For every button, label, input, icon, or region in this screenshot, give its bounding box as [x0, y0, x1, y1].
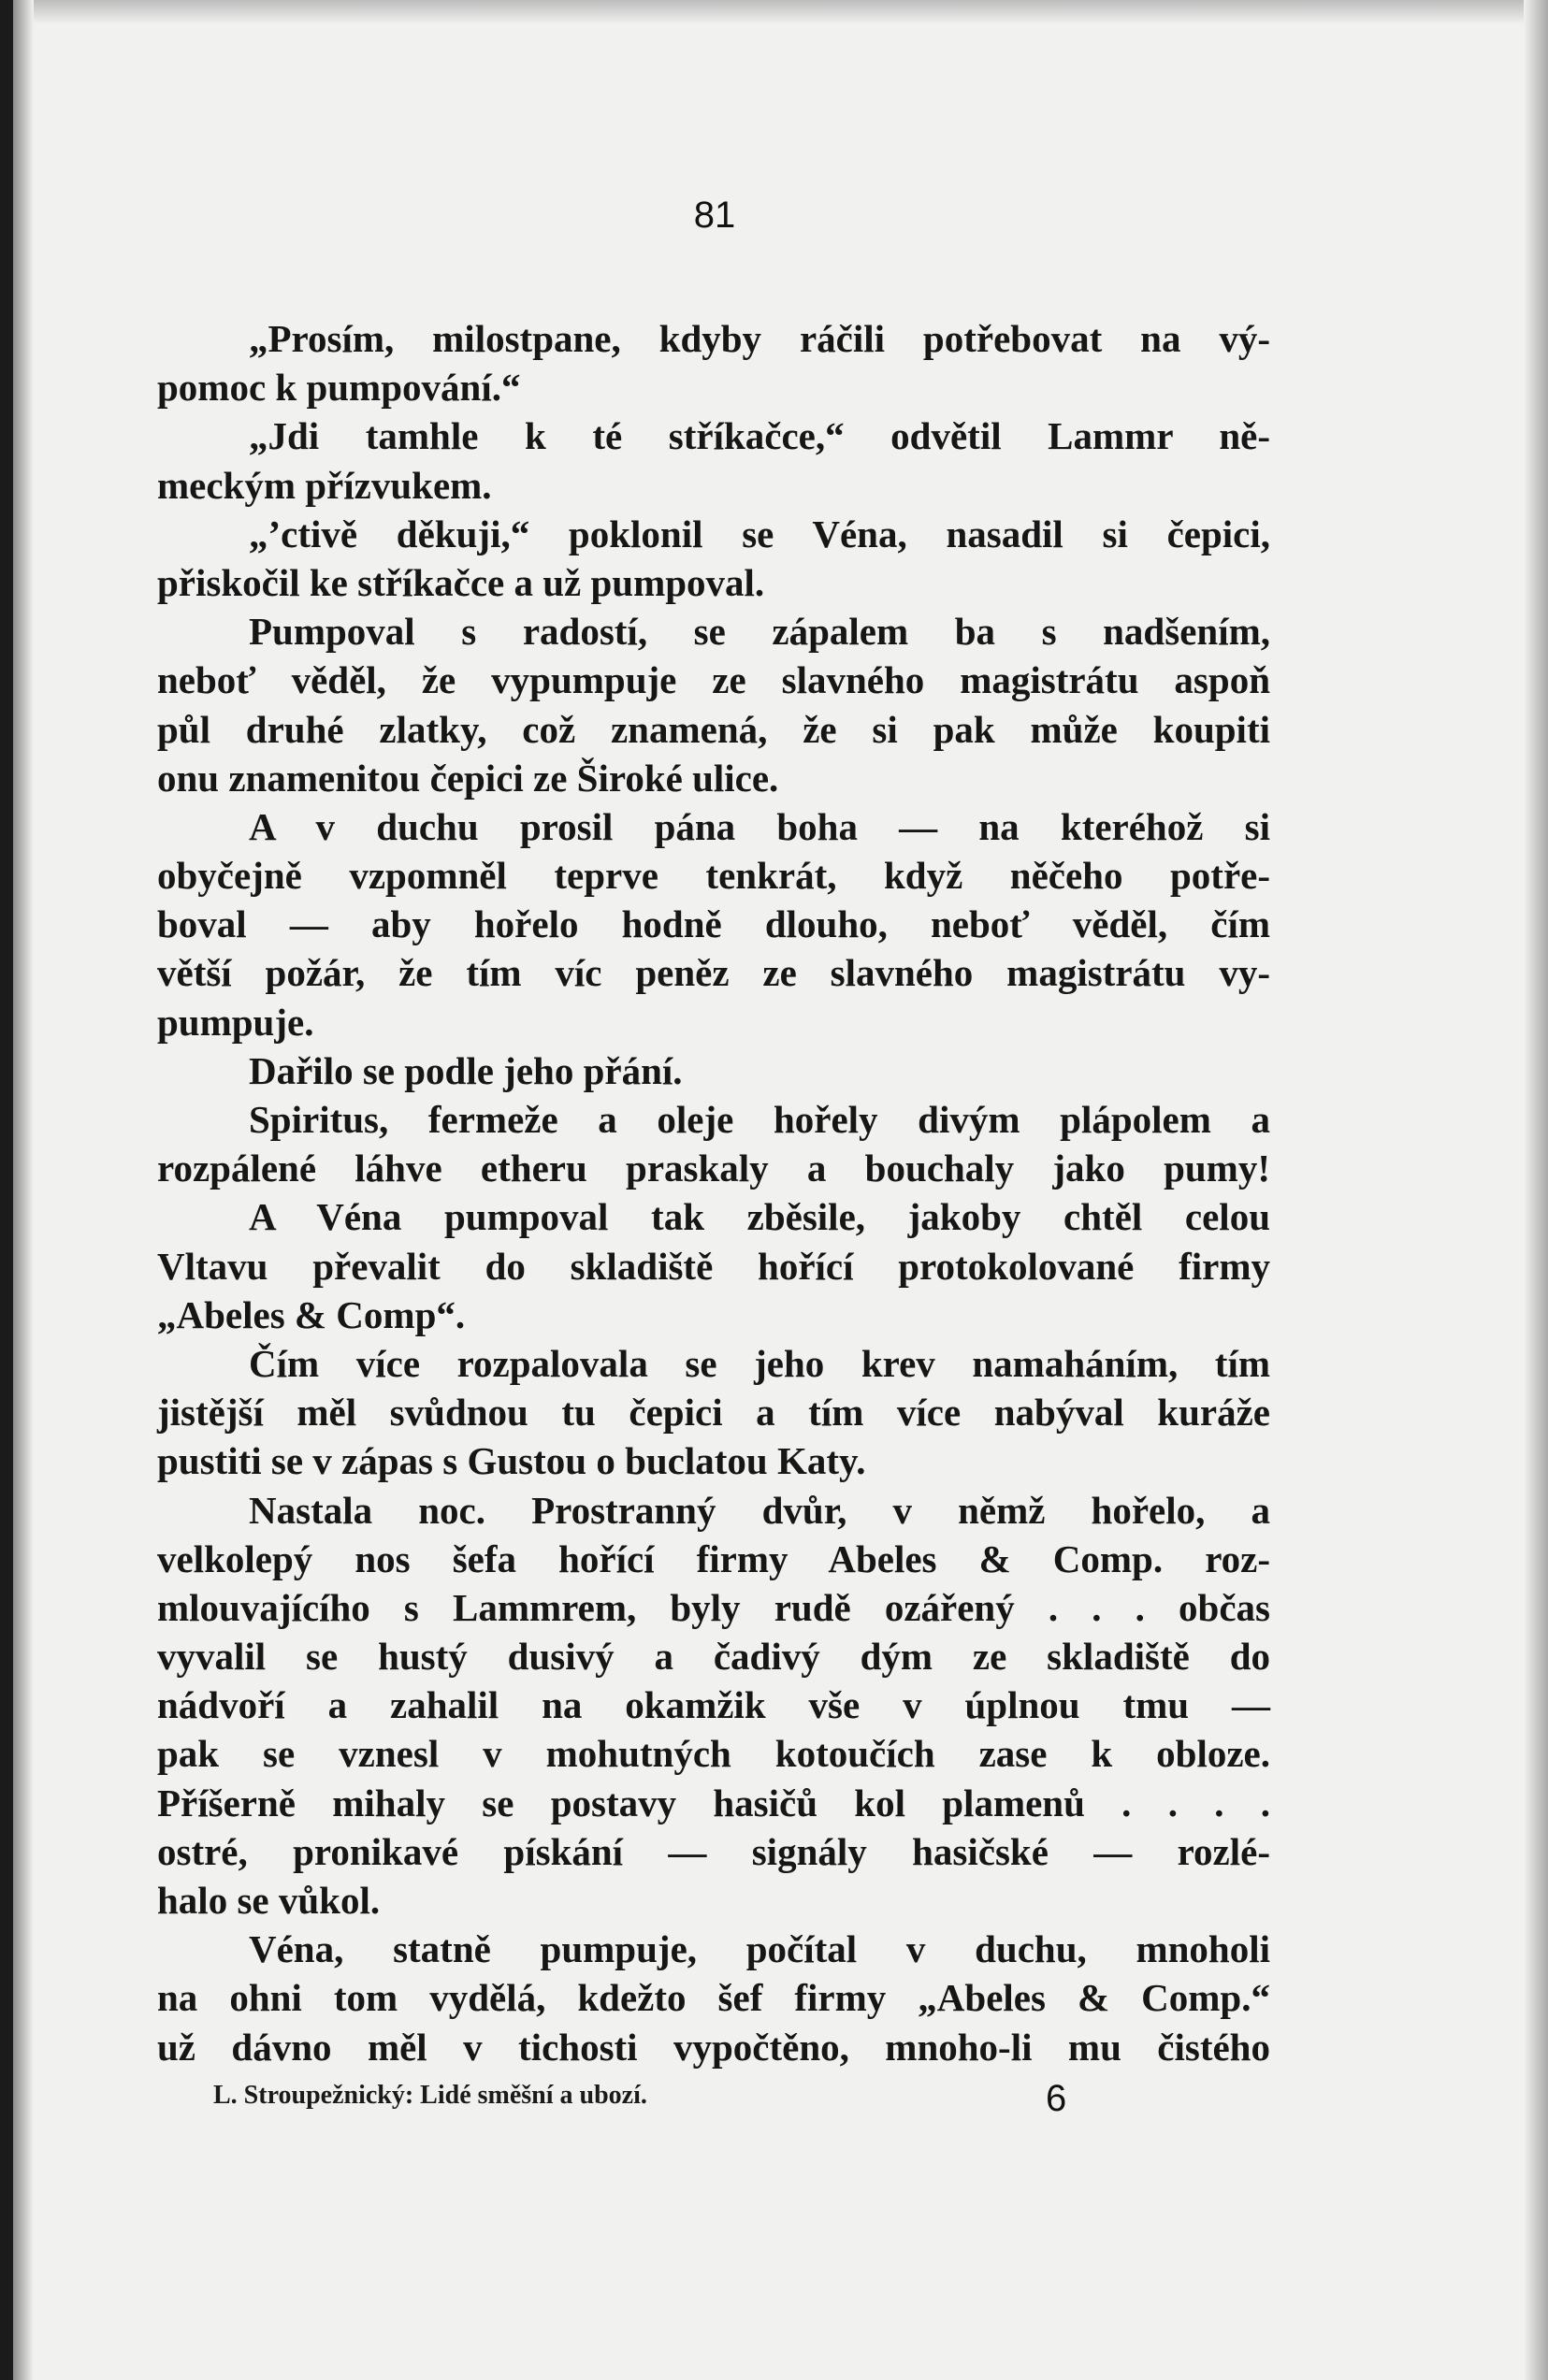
text-line: pustiti se v zápas s Gustou o buclatou Katy.	[157, 1439, 866, 1483]
text-line: velkolepý nos šefa hořící firmy Abeles & Comp. roz-	[157, 1536, 1270, 1580]
footer-sheet-number: 6	[1046, 2078, 1067, 2119]
text-line: halo se vůkol.	[157, 1879, 381, 1922]
top-shadow	[0, 0, 1548, 24]
text-line: boval — aby hořelo hodně dlouho, neboť věděl, čím	[157, 902, 1270, 946]
body-text	[157, 314, 1270, 2071]
text-line: jistější měl svůdnou tu čepici a tím více nabýval kuráže	[157, 1391, 1270, 1435]
text-line: A Véna pumpoval tak zběsile, jakoby chtěl celou	[249, 1195, 1270, 1239]
text-line: Dařilo se podle jeho přání.	[249, 1048, 683, 1092]
text-line: Véna, statně pumpuje, počítal v duchu, mnoholi	[249, 1927, 1270, 1971]
text-line: pumpuje.	[157, 1000, 314, 1044]
text-line: Příšerně mihaly se postavy hasičů kol plamenů . . . .	[157, 1781, 1270, 1825]
text-line: A v duchu prosil pána boha — na kteréhož si	[249, 804, 1270, 848]
text-line: Pumpoval s radostí, se zápalem ba s nadšením,	[249, 610, 1270, 654]
text-line: větší požár, že tím víc peněz ze slavného magistrátu vy-	[157, 951, 1270, 995]
text-line: meckým přízvukem.	[157, 463, 492, 507]
text-line: pak se vznesl v mohutných kotoučích zase k obloze.	[157, 1732, 1270, 1776]
binding-shadow	[13, 0, 34, 2380]
text-line: mlouvajícího s Lammrem, byly rudě ozářený . . . občas	[157, 1585, 1270, 1629]
text-line: rozpálené láhve etheru praskaly a bouchaly jako pumy!	[157, 1147, 1270, 1190]
text-line: na ohni tom vydělá, kdežto šef firmy „Abeles & Comp.“	[157, 1976, 1270, 2020]
text-line: vyvalil se hustý dusivý a čadivý dým ze skladiště do	[157, 1635, 1270, 1679]
text-line: neboť věděl, že vypumpuje ze slavného magistrátu aspoň	[157, 658, 1270, 702]
text-line: přiskočil ke stříkačce a už pumpoval.	[157, 560, 765, 604]
text-line: pomoc k pumpování.“	[157, 366, 521, 410]
text-line: „Jdi tamhle k té stříkačce,“ odvětil Lammr ně-	[249, 414, 1270, 458]
text-line: ostré, pronikavé pískání — signály hasičské — rozlé-	[157, 1829, 1270, 1873]
text-line: Nastala noc. Prostranný dvůr, v němž hořelo, a	[249, 1488, 1270, 1532]
text-line: Spiritus, fermeže a oleje hořely divým plápolem a	[249, 1098, 1270, 1141]
page-number: 81	[693, 195, 736, 236]
text-line: Vltavu převalit do skladiště hořící protokolované firmy	[157, 1244, 1270, 1288]
text-line: obyčejně vzpomněl teprve tenkrát, když něčeho potře-	[157, 854, 1270, 898]
footer-signature: L. Stroupežnický: Lidé směšní a ubozí.	[213, 2081, 647, 2110]
text-line: „Abeles & Comp“.	[157, 1292, 466, 1336]
text-line: už dávno měl v tichosti vypočtěno, mnoho-li mu čistého	[157, 2025, 1270, 2069]
text-line: „Prosím, milostpane, kdyby ráčili potřebovat na vý-	[249, 317, 1270, 360]
binding-edge	[0, 0, 13, 2380]
text-line: „’ctivě děkuji,“ poklonil se Véna, nasadil si čepici,	[249, 512, 1270, 555]
text-line: půl druhé zlatky, což znamená, že si pak může koupiti	[157, 707, 1270, 751]
right-page-edge	[1524, 0, 1548, 2380]
text-line: onu znamenitou čepici ze Široké ulice.	[157, 756, 779, 800]
text-line: Čím více rozpalovala se jeho krev namaháním, tím	[249, 1341, 1270, 1385]
text-line: nádvoří a zahalil na okamžik vše v úplnou tmu —	[157, 1683, 1270, 1727]
